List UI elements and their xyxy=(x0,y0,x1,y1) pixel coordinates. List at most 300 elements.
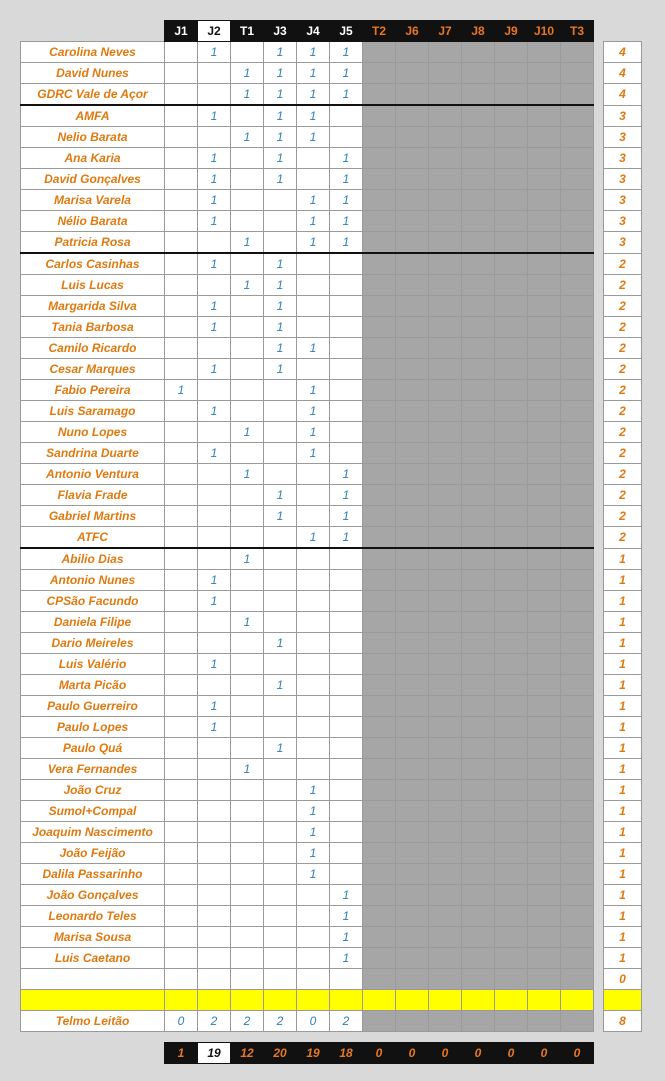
future-round-cell xyxy=(561,211,594,232)
score-cell xyxy=(231,296,264,317)
future-round-cell xyxy=(561,296,594,317)
table-row xyxy=(21,822,642,843)
score-cell xyxy=(198,232,231,254)
future-round-cell xyxy=(528,654,561,675)
future-round-cell xyxy=(462,485,495,506)
future-round-cell xyxy=(528,275,561,296)
future-round-cell xyxy=(429,696,462,717)
score-cell xyxy=(198,548,231,570)
table-row xyxy=(21,211,642,232)
future-round-cell xyxy=(495,801,528,822)
score-cell xyxy=(264,190,297,211)
future-round-cell xyxy=(396,232,429,254)
score-cell xyxy=(297,506,330,527)
future-round-cell xyxy=(363,969,396,990)
future-round-cell xyxy=(396,63,429,84)
score-cell xyxy=(165,948,198,969)
future-round-cell xyxy=(462,548,495,570)
participant-total: 2 xyxy=(604,422,642,443)
score-cell xyxy=(165,801,198,822)
score-cell xyxy=(330,717,363,738)
score-cell: 1 xyxy=(264,127,297,148)
future-round-cell xyxy=(429,675,462,696)
participant-total: 1 xyxy=(604,696,642,717)
future-round-cell xyxy=(396,422,429,443)
future-round-cell xyxy=(363,422,396,443)
future-round-cell xyxy=(363,675,396,696)
score-cell xyxy=(264,527,297,549)
table-row xyxy=(21,422,642,443)
score-cell: 1 xyxy=(330,84,363,106)
participant-name: Dalila Passarinho xyxy=(21,864,165,885)
future-round-cell xyxy=(429,906,462,927)
score-cell xyxy=(198,801,231,822)
score-cell xyxy=(264,864,297,885)
score-cell xyxy=(165,317,198,338)
future-round-cell xyxy=(396,359,429,380)
score-cell xyxy=(264,696,297,717)
score-cell xyxy=(330,843,363,864)
participant-name: Margarida Silva xyxy=(21,296,165,317)
score-cell xyxy=(330,548,363,570)
future-round-cell xyxy=(561,633,594,654)
future-round-cell xyxy=(561,485,594,506)
participant-name: ATFC xyxy=(21,527,165,549)
score-cell xyxy=(330,296,363,317)
score-cell xyxy=(231,906,264,927)
participant-total: 3 xyxy=(604,169,642,190)
future-round-cell xyxy=(396,801,429,822)
future-round-cell xyxy=(429,359,462,380)
future-round-cell xyxy=(495,612,528,633)
future-round-cell xyxy=(363,633,396,654)
score-cell xyxy=(165,127,198,148)
participant-total: 4 xyxy=(604,42,642,63)
participant-total: 3 xyxy=(604,148,642,169)
future-round-cell xyxy=(462,885,495,906)
future-round-cell xyxy=(396,127,429,148)
score-cell xyxy=(165,105,198,127)
score-cell xyxy=(264,780,297,801)
future-round-cell xyxy=(528,948,561,969)
future-round-cell xyxy=(561,927,594,948)
future-round-cell xyxy=(561,317,594,338)
participant-name: Vera Fernandes xyxy=(21,759,165,780)
column-total: 0 xyxy=(561,1043,594,1064)
column-total: 19 xyxy=(198,1043,231,1064)
future-round-cell xyxy=(429,654,462,675)
future-round-cell xyxy=(363,190,396,211)
participant-total: 2 xyxy=(604,359,642,380)
score-cell: 1 xyxy=(264,169,297,190)
score-cell xyxy=(264,443,297,464)
score-cell: 1 xyxy=(297,422,330,443)
future-round-cell xyxy=(396,338,429,359)
participant-name: Luis Lucas xyxy=(21,275,165,296)
table-row xyxy=(21,654,642,675)
future-round-cell xyxy=(429,338,462,359)
participant-name: Paulo Lopes xyxy=(21,717,165,738)
score-cell xyxy=(198,822,231,843)
score-cell xyxy=(264,927,297,948)
table-row xyxy=(21,359,642,380)
future-round-cell xyxy=(462,906,495,927)
column-total: 0 xyxy=(396,1043,429,1064)
score-cell: 1 xyxy=(297,801,330,822)
score-cell: 1 xyxy=(198,148,231,169)
score-cell xyxy=(297,253,330,275)
score-cell xyxy=(165,738,198,759)
score-cell xyxy=(330,822,363,843)
table-row xyxy=(21,275,642,296)
score-cell: 1 xyxy=(198,654,231,675)
participant-total: 1 xyxy=(604,885,642,906)
future-round-cell xyxy=(495,464,528,485)
future-round-cell xyxy=(561,696,594,717)
future-round-cell xyxy=(396,296,429,317)
participant-total: 1 xyxy=(604,675,642,696)
score-cell xyxy=(264,969,297,990)
score-cell xyxy=(264,717,297,738)
score-cell xyxy=(165,591,198,612)
future-round-cell xyxy=(561,612,594,633)
future-round-cell xyxy=(429,401,462,422)
participant-name: Paulo Quá xyxy=(21,738,165,759)
column-total: 19 xyxy=(297,1043,330,1064)
score-cell xyxy=(330,380,363,401)
future-round-cell xyxy=(396,380,429,401)
future-round-cell xyxy=(495,105,528,127)
score-cell: 1 xyxy=(198,401,231,422)
score-cell: 1 xyxy=(297,190,330,211)
future-round-cell xyxy=(396,633,429,654)
future-round-cell xyxy=(561,906,594,927)
future-round-cell xyxy=(528,169,561,190)
score-cell xyxy=(264,843,297,864)
participant-total: 2 xyxy=(604,464,642,485)
score-cell: 1 xyxy=(297,338,330,359)
score-cell: 1 xyxy=(297,42,330,63)
score-cell xyxy=(330,317,363,338)
future-round-cell xyxy=(561,253,594,275)
future-round-cell xyxy=(363,275,396,296)
future-round-cell xyxy=(396,42,429,63)
score-cell: 1 xyxy=(264,105,297,127)
score-cell: 1 xyxy=(297,232,330,254)
score-cell xyxy=(165,422,198,443)
score-cell xyxy=(165,211,198,232)
table-row xyxy=(21,63,642,84)
future-round-cell xyxy=(363,148,396,169)
table-row xyxy=(21,780,642,801)
score-cell xyxy=(297,570,330,591)
participant-name: CPSão Facundo xyxy=(21,591,165,612)
participant-total: 1 xyxy=(604,843,642,864)
future-round-cell xyxy=(462,527,495,549)
future-round-cell xyxy=(429,591,462,612)
participant-name: Camilo Ricardo xyxy=(21,338,165,359)
score-cell xyxy=(165,696,198,717)
participant-total: 1 xyxy=(604,822,642,843)
score-cell: 1 xyxy=(264,338,297,359)
future-round-cell xyxy=(561,822,594,843)
score-cell xyxy=(198,84,231,106)
score-cell xyxy=(297,675,330,696)
participant-name: Luis Caetano xyxy=(21,948,165,969)
participant-name: Cesar Marques xyxy=(21,359,165,380)
score-cell xyxy=(165,464,198,485)
future-round-cell xyxy=(429,127,462,148)
score-cell: 1 xyxy=(297,63,330,84)
table-row xyxy=(21,591,642,612)
score-cell xyxy=(198,485,231,506)
participant-total: 2 xyxy=(604,296,642,317)
future-round-cell xyxy=(495,485,528,506)
future-round-cell xyxy=(363,359,396,380)
score-cell xyxy=(330,654,363,675)
participant-total: 2 xyxy=(604,275,642,296)
score-cell: 1 xyxy=(264,42,297,63)
future-round-cell xyxy=(396,211,429,232)
future-round-cell xyxy=(363,506,396,527)
score-cell xyxy=(231,885,264,906)
column-total: 0 xyxy=(363,1043,396,1064)
column-header: J7 xyxy=(429,21,462,42)
score-cell xyxy=(198,633,231,654)
score-cell: 1 xyxy=(330,63,363,84)
column-total: 0 xyxy=(429,1043,462,1064)
score-cell xyxy=(231,105,264,127)
future-round-cell xyxy=(429,927,462,948)
score-cell xyxy=(198,127,231,148)
future-round-cell xyxy=(363,211,396,232)
future-round-cell xyxy=(561,169,594,190)
future-round-cell xyxy=(396,401,429,422)
column-total: 0 xyxy=(528,1043,561,1064)
future-round-cell xyxy=(561,464,594,485)
column-header: T1 xyxy=(231,21,264,42)
score-cell xyxy=(264,464,297,485)
future-round-cell xyxy=(561,864,594,885)
score-cell xyxy=(231,527,264,549)
score-cell: 1 xyxy=(231,759,264,780)
future-round-cell xyxy=(561,422,594,443)
participant-total: 2 xyxy=(604,317,642,338)
future-round-cell xyxy=(561,401,594,422)
score-cell xyxy=(198,843,231,864)
score-cell: 1 xyxy=(330,464,363,485)
score-cell: 1 xyxy=(330,527,363,549)
future-round-cell xyxy=(561,190,594,211)
future-round-cell xyxy=(429,864,462,885)
future-round-cell xyxy=(363,253,396,275)
future-round-cell xyxy=(561,127,594,148)
table-row xyxy=(21,169,642,190)
participant-name: Abilio Dias xyxy=(21,548,165,570)
column-header: J6 xyxy=(396,21,429,42)
future-round-cell xyxy=(429,633,462,654)
future-round-cell xyxy=(528,63,561,84)
future-round-cell xyxy=(528,801,561,822)
future-round-cell xyxy=(396,843,429,864)
future-round-cell xyxy=(495,822,528,843)
score-cell: 1 xyxy=(198,42,231,63)
table-row xyxy=(21,105,642,127)
score-cell: 1 xyxy=(198,717,231,738)
score-cell: 1 xyxy=(231,232,264,254)
score-cell xyxy=(231,169,264,190)
future-round-cell xyxy=(495,570,528,591)
future-round-cell xyxy=(495,401,528,422)
score-cell xyxy=(297,464,330,485)
score-cell xyxy=(231,633,264,654)
future-round-cell xyxy=(528,190,561,211)
score-cell xyxy=(264,548,297,570)
participant-total: 3 xyxy=(604,127,642,148)
future-round-cell xyxy=(363,654,396,675)
table-row xyxy=(21,42,642,63)
future-round-cell xyxy=(495,63,528,84)
score-cell xyxy=(231,675,264,696)
future-round-cell xyxy=(495,506,528,527)
future-round-cell xyxy=(561,63,594,84)
score-cell xyxy=(330,105,363,127)
score-cell xyxy=(231,591,264,612)
future-round-cell xyxy=(396,190,429,211)
future-round-cell xyxy=(495,927,528,948)
participant-total: 1 xyxy=(604,548,642,570)
future-round-cell xyxy=(561,717,594,738)
future-round-cell xyxy=(363,84,396,106)
score-cell xyxy=(165,780,198,801)
future-round-cell xyxy=(561,780,594,801)
future-round-cell xyxy=(561,443,594,464)
future-round-cell xyxy=(462,42,495,63)
future-round-cell xyxy=(429,211,462,232)
score-cell xyxy=(165,169,198,190)
future-round-cell xyxy=(396,84,429,106)
participant-name: Fabio Pereira xyxy=(21,380,165,401)
score-cell: 1 xyxy=(330,948,363,969)
participant-total: 1 xyxy=(604,633,642,654)
future-round-cell xyxy=(495,317,528,338)
participant-name: Ana Karia xyxy=(21,148,165,169)
table-row xyxy=(21,443,642,464)
future-round-cell xyxy=(363,401,396,422)
future-round-cell xyxy=(363,885,396,906)
future-round-cell xyxy=(495,675,528,696)
future-round-cell xyxy=(495,275,528,296)
score-cell xyxy=(264,380,297,401)
future-round-cell xyxy=(363,948,396,969)
future-round-cell xyxy=(528,570,561,591)
score-cell: 2 xyxy=(264,1011,297,1032)
score-cell: 1 xyxy=(231,548,264,570)
future-round-cell xyxy=(462,317,495,338)
future-round-cell xyxy=(528,843,561,864)
future-round-cell xyxy=(561,759,594,780)
future-round-cell xyxy=(363,105,396,127)
future-round-cell xyxy=(495,969,528,990)
future-round-cell xyxy=(528,105,561,127)
score-cell: 1 xyxy=(264,738,297,759)
score-cell xyxy=(330,738,363,759)
score-cell xyxy=(264,612,297,633)
future-round-cell xyxy=(363,570,396,591)
future-round-cell xyxy=(429,232,462,254)
participant-name: Patricia Rosa xyxy=(21,232,165,254)
score-cell xyxy=(198,464,231,485)
score-cell xyxy=(165,633,198,654)
score-cell xyxy=(165,296,198,317)
score-cell: 1 xyxy=(165,380,198,401)
future-round-cell xyxy=(561,232,594,254)
column-total: 1 xyxy=(165,1043,198,1064)
future-round-cell xyxy=(495,548,528,570)
score-cell: 1 xyxy=(198,296,231,317)
participant-total: 1 xyxy=(604,738,642,759)
future-round-cell xyxy=(363,42,396,63)
score-cell xyxy=(198,864,231,885)
score-cell xyxy=(330,443,363,464)
future-round-cell xyxy=(429,422,462,443)
score-cell xyxy=(231,42,264,63)
future-round-cell xyxy=(462,738,495,759)
ranking-rows xyxy=(21,42,642,990)
score-cell: 1 xyxy=(297,401,330,422)
table-row xyxy=(21,969,642,990)
score-cell xyxy=(165,759,198,780)
future-round-cell xyxy=(462,864,495,885)
future-round-cell xyxy=(561,801,594,822)
future-round-cell xyxy=(429,253,462,275)
table-row xyxy=(21,570,642,591)
score-cell xyxy=(231,253,264,275)
future-round-cell xyxy=(561,527,594,549)
future-round-cell xyxy=(528,317,561,338)
table-row xyxy=(21,759,642,780)
score-cell xyxy=(330,675,363,696)
score-cell: 1 xyxy=(231,612,264,633)
column-header: J3 xyxy=(264,21,297,42)
score-cell xyxy=(231,864,264,885)
future-round-cell xyxy=(462,969,495,990)
future-round-cell xyxy=(528,675,561,696)
score-cell: 1 xyxy=(330,148,363,169)
future-round-cell xyxy=(363,548,396,570)
score-cell xyxy=(165,570,198,591)
future-round-cell xyxy=(429,443,462,464)
score-cell: 1 xyxy=(264,317,297,338)
participant-name: Carlos Casinhas xyxy=(21,253,165,275)
future-round-cell xyxy=(429,380,462,401)
future-round-cell xyxy=(462,296,495,317)
score-cell: 1 xyxy=(264,148,297,169)
column-header: J2 xyxy=(198,21,231,42)
future-round-cell xyxy=(528,296,561,317)
future-round-cell xyxy=(429,969,462,990)
score-cell xyxy=(330,633,363,654)
future-round-cell xyxy=(363,822,396,843)
future-round-cell xyxy=(396,654,429,675)
future-round-cell xyxy=(429,42,462,63)
future-round-cell xyxy=(528,969,561,990)
participant-name: Nuno Lopes xyxy=(21,422,165,443)
score-cell xyxy=(165,253,198,275)
score-cell xyxy=(165,969,198,990)
participant-name: Antonio Ventura xyxy=(21,464,165,485)
future-round-cell xyxy=(462,570,495,591)
